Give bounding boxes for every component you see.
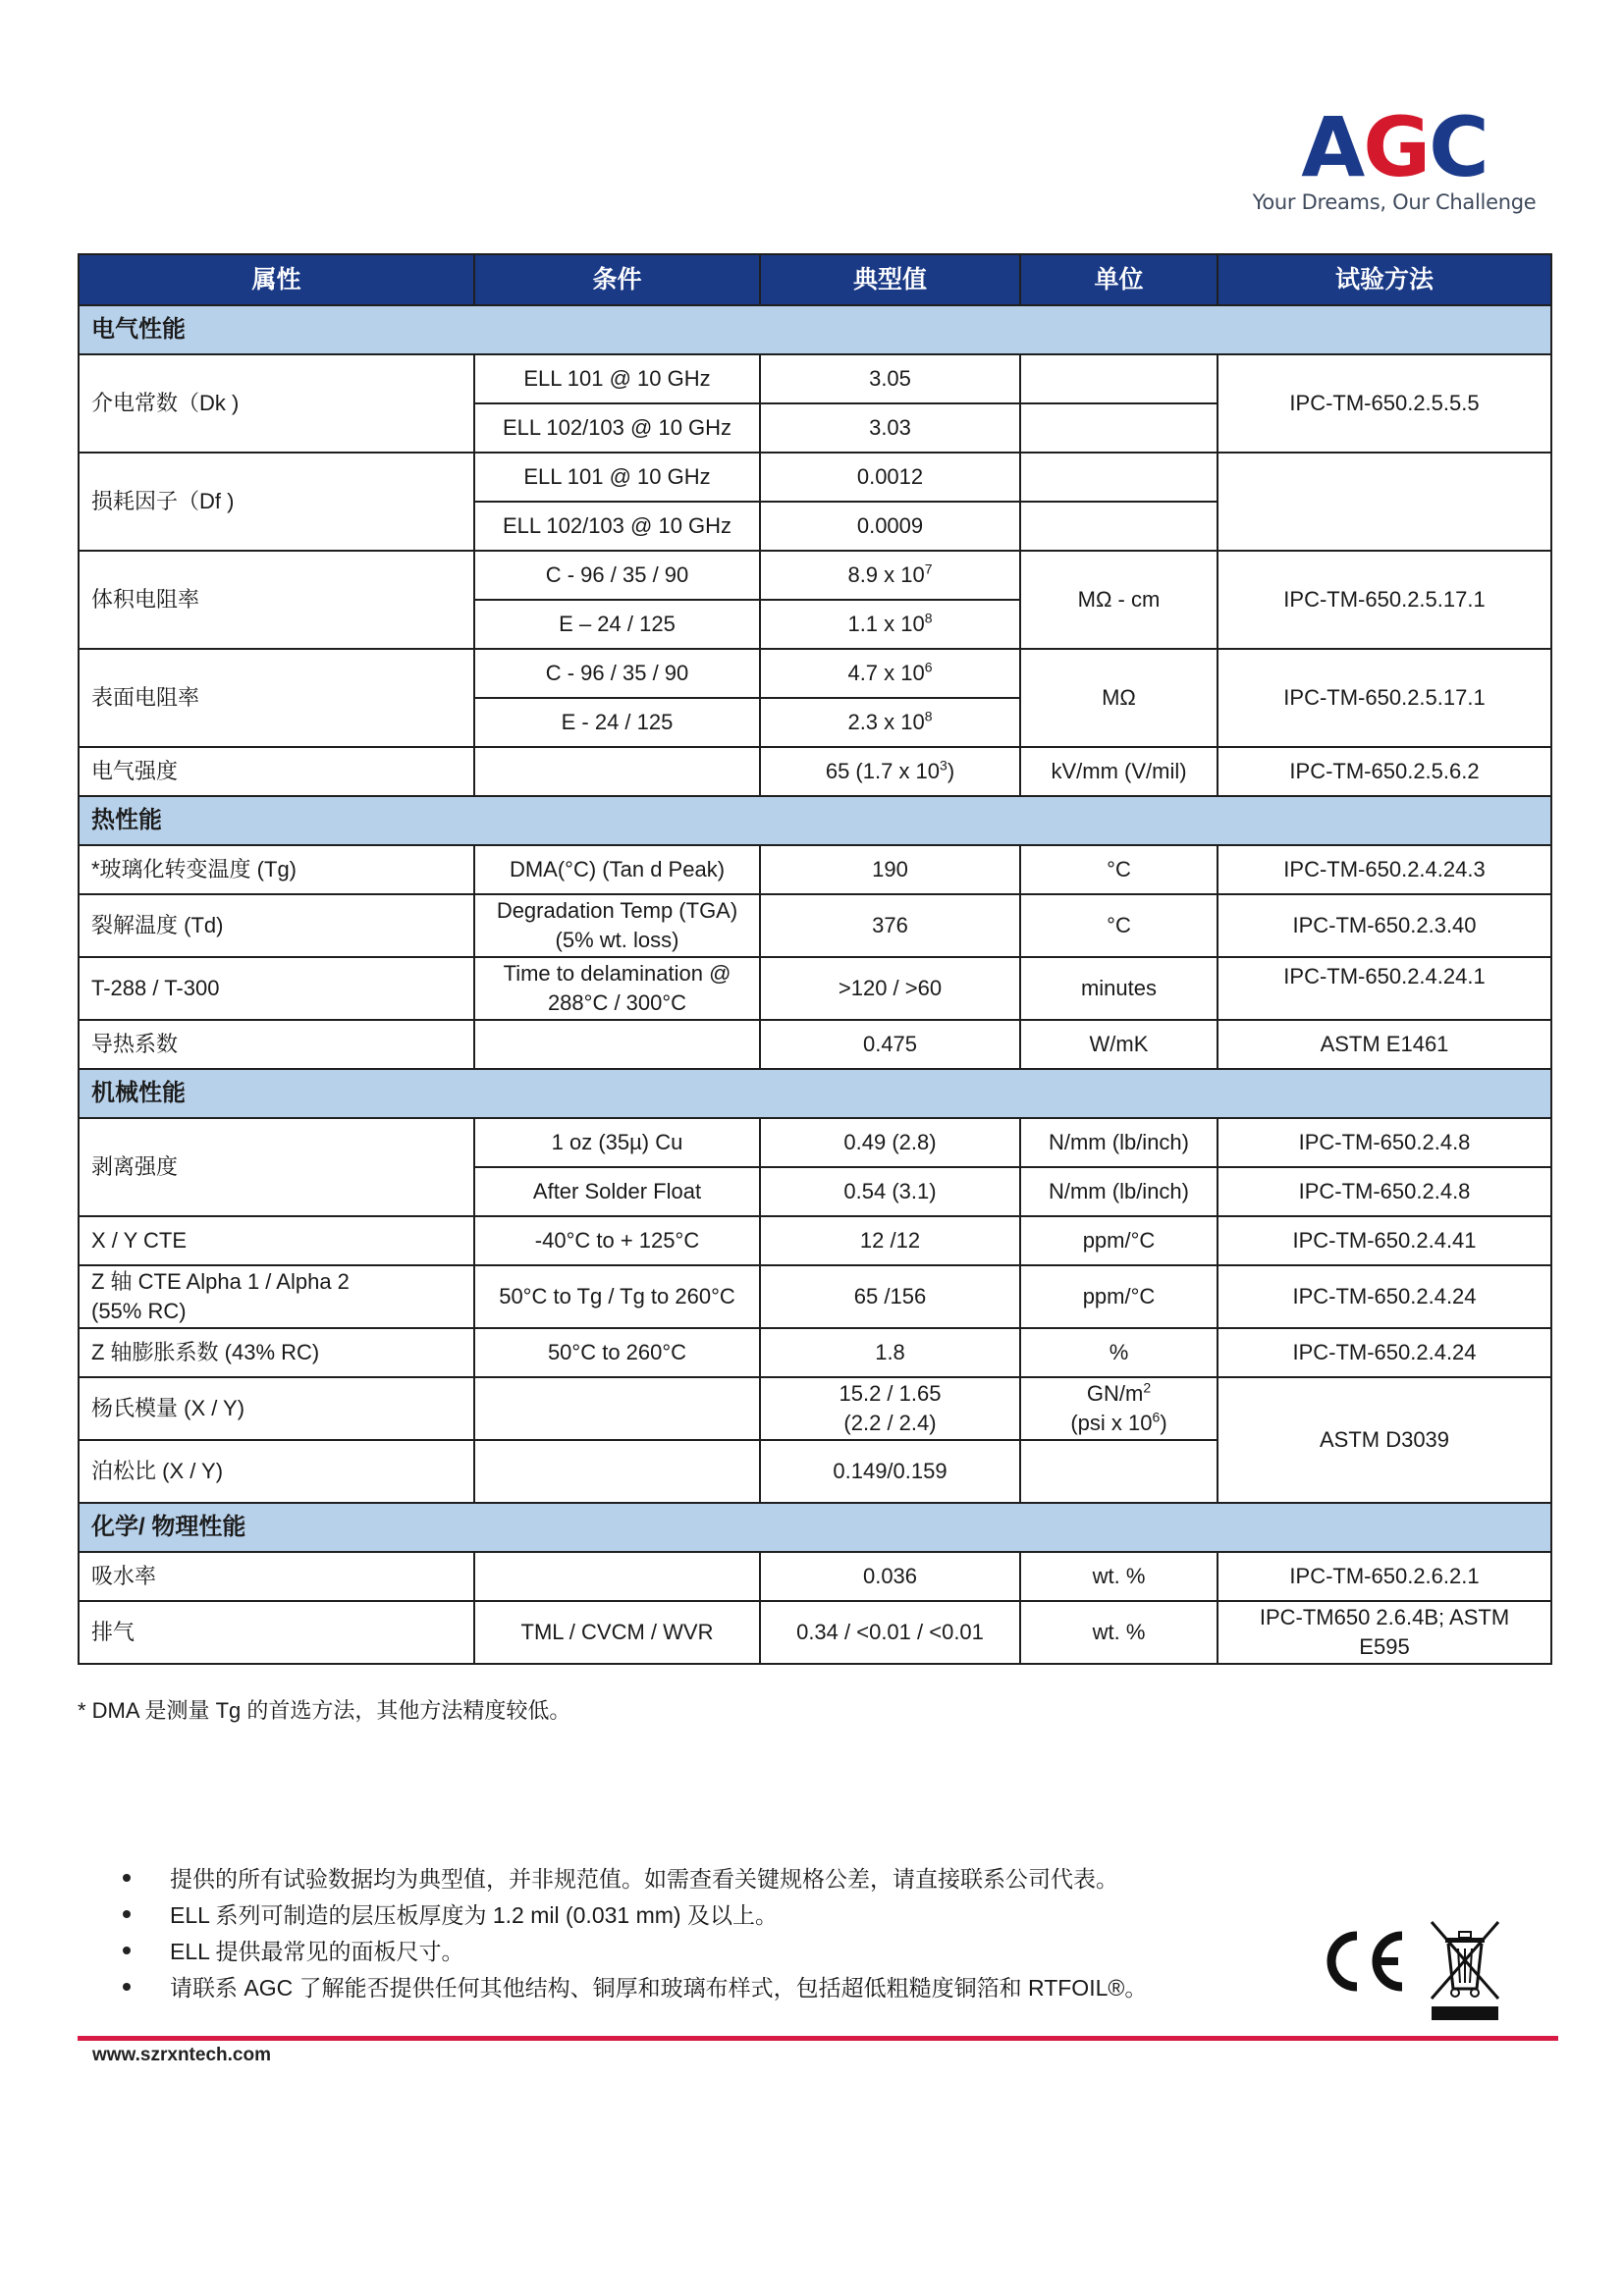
header-test-method: 试验方法: [1218, 254, 1551, 305]
cell-property: 排气: [79, 1601, 474, 1664]
cell-value: 376: [760, 894, 1020, 957]
header-typical-value: 典型值: [760, 254, 1020, 305]
cell-unit: MΩ - cm: [1020, 551, 1218, 649]
table-row: [79, 1216, 1551, 1265]
cell-property: 导热系数: [79, 1020, 474, 1069]
section-row-chemical: [79, 1503, 1551, 1552]
section-row-mechanical: [79, 1069, 1551, 1118]
cell-value: 8.9 x $10^7$: [760, 551, 1020, 600]
cell-unit: [1020, 453, 1218, 502]
cell-unit: %: [1020, 1328, 1218, 1377]
cell-condition: C - 96 / 35 / 90: [474, 551, 760, 600]
table-row: [79, 1265, 1551, 1328]
table-row: [79, 957, 1551, 1020]
bullet-icon: [123, 1910, 131, 1918]
cell-condition: Time to delamination @ 288°C / 300°C: [474, 957, 760, 1020]
cell-condition: [474, 747, 760, 796]
table-row: [79, 1552, 1551, 1601]
cell-method: IPC-TM-650.2.5.17.1: [1218, 551, 1551, 649]
cell-value: 0.34 / <0.01 / <0.01: [760, 1601, 1020, 1664]
header-property: 属性: [79, 254, 474, 305]
section-thermal: 热性能: [79, 796, 1551, 845]
cell-method: IPC-TM-650.2.6.2.1: [1218, 1552, 1551, 1601]
cell-value: 0.0012: [760, 453, 1020, 502]
table-row: [79, 1328, 1551, 1377]
cell-value: 0.149/0.159: [760, 1440, 1020, 1503]
cell-unit: °C: [1020, 845, 1218, 894]
cell-condition: ELL 102/103 @ 10 GHz: [474, 502, 760, 551]
section-row-electrical: [79, 305, 1551, 354]
table-row: [79, 354, 1551, 403]
cell-method: IPC-TM-650.2.4.8: [1218, 1118, 1551, 1167]
footnote: * DMA 是测量 Tg 的首选方法，其他方法精度较低。: [78, 1698, 571, 1723]
website-link[interactable]: www.szrxntech.com: [92, 2045, 271, 2065]
cell-property: Z 轴 CTE Alpha 1 / Alpha 2 (55% RC): [79, 1265, 474, 1328]
cell-method: IPC-TM-650.2.4.41: [1218, 1216, 1551, 1265]
cell-property: 泊松比 (X / Y): [79, 1440, 474, 1503]
cell-method: [1218, 453, 1551, 551]
cell-value: 0.49 (2.8): [760, 1118, 1020, 1167]
cell-property: 介电常数（Dk ): [79, 354, 474, 453]
cell-unit: ppm/°C: [1020, 1216, 1218, 1265]
cell-property: 吸水率: [79, 1552, 474, 1601]
footer-divider: [78, 2036, 1558, 2041]
header-unit: 单位: [1020, 254, 1218, 305]
cell-condition: -40°C to + 125°C: [474, 1216, 760, 1265]
cell-condition: E – 24 / 125: [474, 600, 760, 649]
section-chemical: 化学/ 物理性能: [79, 1503, 1551, 1552]
cell-value: 0.475: [760, 1020, 1020, 1069]
cell-condition: 1 oz (35µ) Cu: [474, 1118, 760, 1167]
cell-property: Z 轴膨胀系数 (43% RC): [79, 1328, 474, 1377]
cell-unit: N/mm (lb/inch): [1020, 1167, 1218, 1216]
cell-unit: [1020, 1440, 1218, 1503]
cell-property: 表面电阻率: [79, 649, 474, 747]
table-row: [79, 894, 1551, 957]
weee-crossed-bin-icon: [1424, 1914, 1506, 2022]
header-condition: 条件: [474, 254, 760, 305]
cell-condition: TML / CVCM / WVR: [474, 1601, 760, 1664]
cell-condition: 50°C to Tg / Tg to 260°C: [474, 1265, 760, 1328]
cell-method: IPC-TM-650.2.5.17.1: [1218, 649, 1551, 747]
cell-condition: ELL 101 @ 10 GHz: [474, 453, 760, 502]
cell-condition: After Solder Float: [474, 1167, 760, 1216]
section-electrical: 电气性能: [79, 305, 1551, 354]
bullet-icon: [123, 1947, 131, 1954]
cell-value: 0.0009: [760, 502, 1020, 551]
section-mechanical: 机械性能: [79, 1069, 1551, 1118]
cell-condition: [474, 1440, 760, 1503]
cell-method: IPC-TM-650.2.4.24: [1218, 1265, 1551, 1328]
section-row-thermal: [79, 796, 1551, 845]
cell-value: 1.8: [760, 1328, 1020, 1377]
cell-unit: MΩ: [1020, 649, 1218, 747]
cell-condition: [474, 1377, 760, 1440]
cell-method: ASTM E1461: [1218, 1020, 1551, 1069]
cell-condition: DMA(°C) (Tan d Peak): [474, 845, 760, 894]
cell-value: 4.7 x $10^6$: [760, 649, 1020, 698]
logo-tagline: Your Dreams, Our Challenge: [1252, 190, 1537, 214]
cell-method: IPC-TM-650.2.4.24.1: [1218, 957, 1551, 1020]
cell-condition: 50°C to 260°C: [474, 1328, 760, 1377]
cell-condition: [474, 1552, 760, 1601]
cell-unit: $GN/m^2$ (psi x $10^6$): [1020, 1377, 1218, 1440]
table-row: [79, 1601, 1551, 1664]
cell-property: X / Y CTE: [79, 1216, 474, 1265]
cell-unit: wt. %: [1020, 1601, 1218, 1664]
ce-mark-icon: [1318, 1924, 1408, 1999]
cell-unit: minutes: [1020, 957, 1218, 1020]
cell-property: 体积电阻率: [79, 551, 474, 649]
table-row: [79, 845, 1551, 894]
cell-condition: C - 96 / 35 / 90: [474, 649, 760, 698]
cell-value: 0.036: [760, 1552, 1020, 1601]
cell-value: 0.54 (3.1): [760, 1167, 1020, 1216]
bullet-icon: [123, 1874, 131, 1882]
cell-value: 2.3 x $10^8$: [760, 698, 1020, 747]
cell-method: IPC-TM-650.2.3.40: [1218, 894, 1551, 957]
cell-method: IPC-TM-650.2.5.5.5: [1218, 354, 1551, 453]
cell-unit: [1020, 403, 1218, 453]
cell-condition: ELL 102/103 @ 10 GHz: [474, 403, 760, 453]
table-row: [79, 747, 1551, 796]
cell-condition: Degradation Temp (TGA) (5% wt. loss): [474, 894, 760, 957]
cell-condition: [474, 1020, 760, 1069]
cell-unit: wt. %: [1020, 1552, 1218, 1601]
cell-value: 190: [760, 845, 1020, 894]
list-item: ELL 提供最常见的面板尺寸。: [123, 1932, 1147, 1968]
cell-property: *玻璃化转变温度 (Tg): [79, 845, 474, 894]
cell-method: ASTM D3039: [1218, 1377, 1551, 1503]
cell-method: IPC-TM-650.2.4.8: [1218, 1167, 1551, 1216]
cell-method: IPC-TM-650.2.4.24.3: [1218, 845, 1551, 894]
agc-logo: [1247, 99, 1542, 214]
cell-property: 裂解温度 (Td): [79, 894, 474, 957]
notes-list: [123, 1859, 1147, 2004]
list-item: 提供的所有试验数据均为典型值，并非规范值。如需查看关键规格公差，请直接联系公司代表。: [123, 1859, 1147, 1896]
spec-table: [78, 253, 1552, 1665]
cell-value: 12 /12: [760, 1216, 1020, 1265]
list-item: ELL 系列可制造的层压板厚度为 1.2 mil (0.031 mm) 及以上。: [123, 1896, 1147, 1932]
list-item: 请联系 AGC 了解能否提供任何其他结构、铜厚和玻璃布样式，包括超低粗糙度铜箔和 RTFOIL®。: [123, 1968, 1147, 2004]
cell-method: IPC-TM-650.2.5.6.2: [1218, 747, 1551, 796]
cell-condition: ELL 101 @ 10 GHz: [474, 354, 760, 403]
table-row: [79, 649, 1551, 698]
cell-property: 剥离强度: [79, 1118, 474, 1216]
cell-property: 电气强度: [79, 747, 474, 796]
cell-unit: ppm/°C: [1020, 1265, 1218, 1328]
cell-unit: W/mK: [1020, 1020, 1218, 1069]
cell-value: 65 /156: [760, 1265, 1020, 1328]
cell-value: 65 (1.7 x $10^3$): [760, 747, 1020, 796]
cell-property: 杨氏模量 (X / Y): [79, 1377, 474, 1440]
table-row: [79, 1118, 1551, 1167]
cell-value: 3.05: [760, 354, 1020, 403]
table-row: [79, 1377, 1551, 1440]
cell-unit: N/mm (lb/inch): [1020, 1118, 1218, 1167]
table-row: [79, 453, 1551, 502]
cell-property: T-288 / T-300: [79, 957, 474, 1020]
table-header-row: [79, 254, 1551, 305]
cell-condition: E - 24 / 125: [474, 698, 760, 747]
cell-unit: kV/mm (V/mil): [1020, 747, 1218, 796]
logo-mark: AGC: [1301, 99, 1488, 195]
cell-unit: [1020, 354, 1218, 403]
cell-unit: [1020, 502, 1218, 551]
cell-value: >120 / >60: [760, 957, 1020, 1020]
cell-value: 3.03: [760, 403, 1020, 453]
cell-method: IPC-TM-650.2.4.24: [1218, 1328, 1551, 1377]
table-row: [79, 1020, 1551, 1069]
cell-value: 15.2 / 1.65 (2.2 / 2.4): [760, 1377, 1020, 1440]
cell-method: IPC-TM650 2.6.4B; ASTM E595: [1218, 1601, 1551, 1664]
bullet-icon: [123, 1983, 131, 1991]
cell-unit: °C: [1020, 894, 1218, 957]
cell-value: 1.1 x $10^8$: [760, 600, 1020, 649]
table-row: [79, 551, 1551, 600]
cell-property: 损耗因子（Df ): [79, 453, 474, 551]
